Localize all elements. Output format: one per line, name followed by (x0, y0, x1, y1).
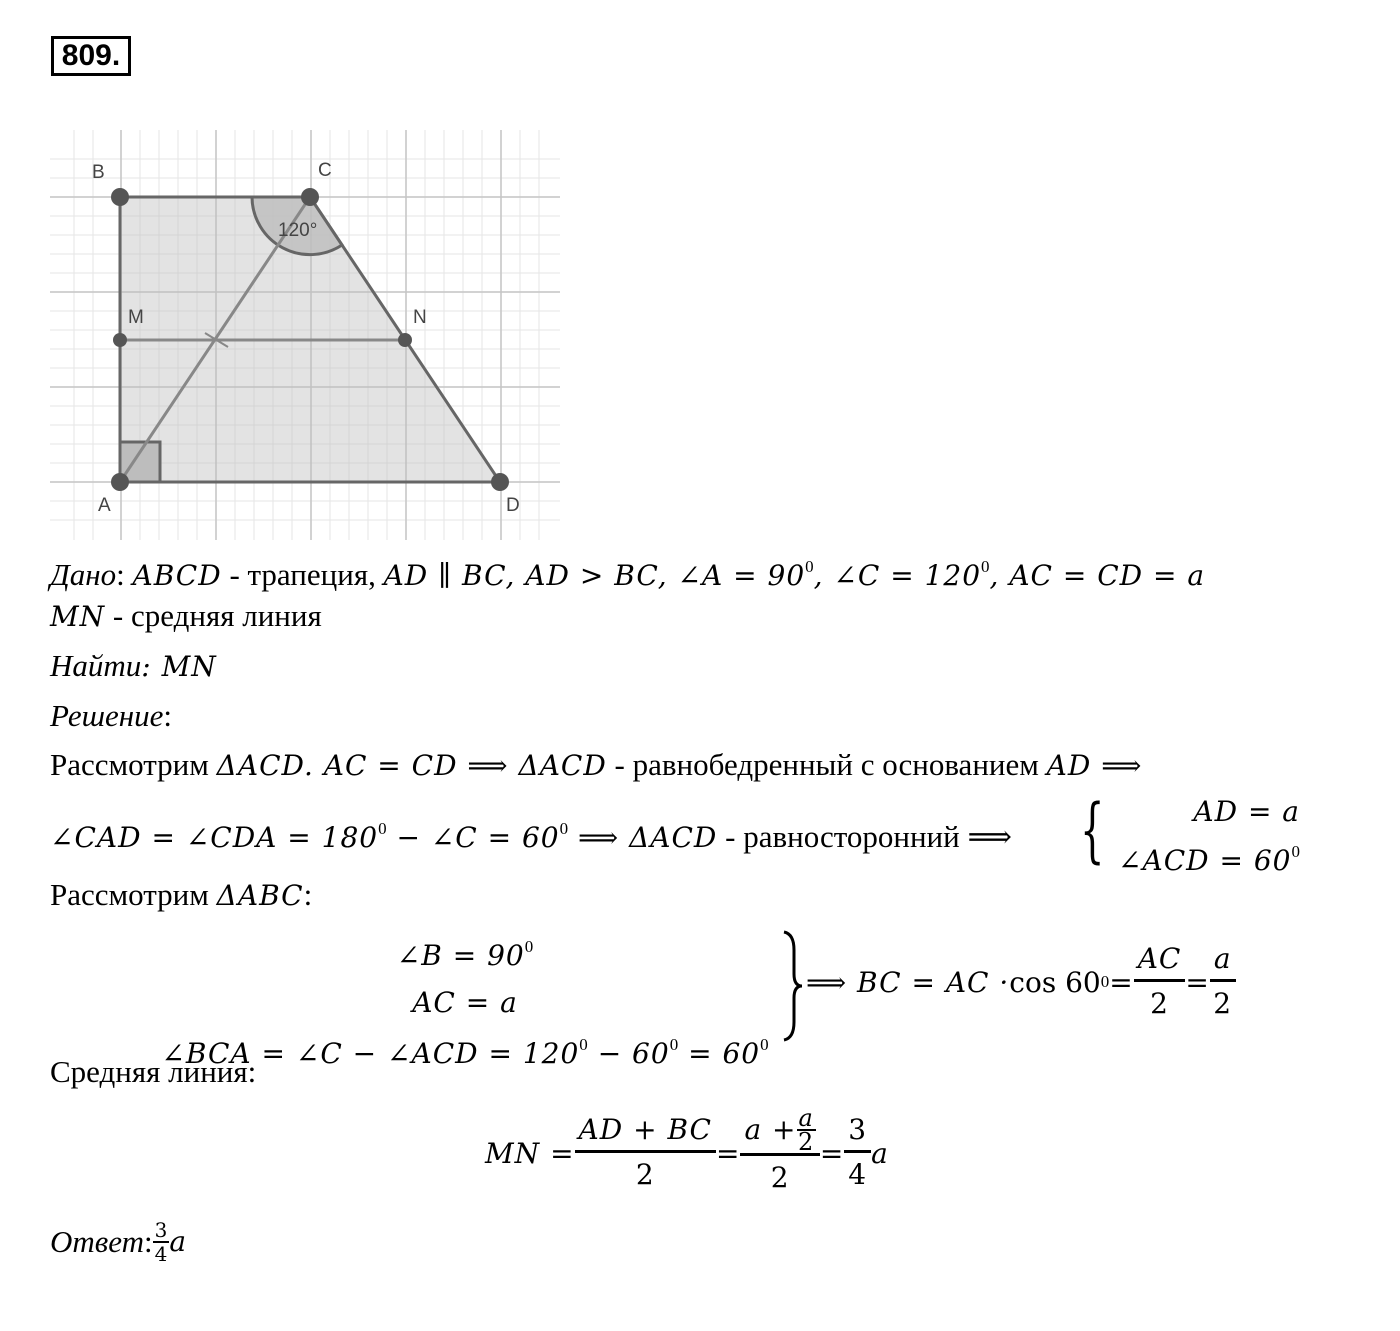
system-right: AD = a ∠ACD = $60^0$ (1118, 795, 1300, 877)
given-line: Дано: ABCD - трапеция, AD ∥ BC, AD > BC, ∠A = $90^0$, ∠C = $120^0$, AC = CD = a (50, 557, 1206, 592)
trapezoid-figure (50, 130, 560, 540)
point-a (111, 473, 129, 491)
find-line: Найти: MN (50, 648, 217, 683)
solution-heading: Решение: (50, 698, 172, 733)
midline-given-line: MN - средняя линия (50, 598, 322, 633)
answer-label: Ответ (50, 1224, 144, 1259)
label-n: N (413, 307, 427, 328)
point-c (301, 188, 319, 206)
angle-label: 120° (278, 220, 318, 241)
label-a: A (98, 495, 111, 516)
midline-label: Средняя линия: (50, 1054, 257, 1089)
conditions-brace (780, 930, 804, 1042)
label-d: D (506, 495, 520, 516)
step-consider-acd: Рассмотрим ΔACD. AC = CD ⟹ ΔACD - равнобедренный с основанием AD ⟹ (50, 747, 1143, 782)
label-b: B (92, 162, 105, 183)
label-m: M (128, 307, 144, 328)
find-label: Найти (50, 648, 142, 683)
point-m (113, 333, 127, 347)
label-c: C (318, 160, 332, 181)
point-n (398, 333, 412, 347)
step-consider-abc: Рассмотрим ΔABC: (50, 877, 313, 912)
bc-result: ⟹ BC = AC · cos 60 0 = $\frac{AC}{2}$ = $\frac{a}{2}$ (806, 936, 1236, 1028)
answer-line: Ответ : $\frac{3}{4}$ a (50, 1218, 188, 1266)
conditions-block: ∠B = $90^0$ AC = a ∠BCA = ∠C − ∠ACD = $120^0 - 60^0 = 60^0$ (161, 937, 769, 1070)
point-b (111, 188, 129, 206)
system-brace: { (1080, 789, 1105, 871)
midline-formula: MN = $\frac{AD + BC}{2}$ = a + $\frac{a}{2}$ 2 = $\frac{3}{4}$ a (485, 1103, 889, 1194)
problem-number: 809. (51, 36, 131, 76)
given-label: Дано (50, 557, 117, 592)
step-angles: ∠CAD = ∠CDA = $180^0$ − ∠C = $60^0$ ⟹ ΔACD - равносторонний ⟹ (50, 819, 1012, 854)
point-d (491, 473, 509, 491)
